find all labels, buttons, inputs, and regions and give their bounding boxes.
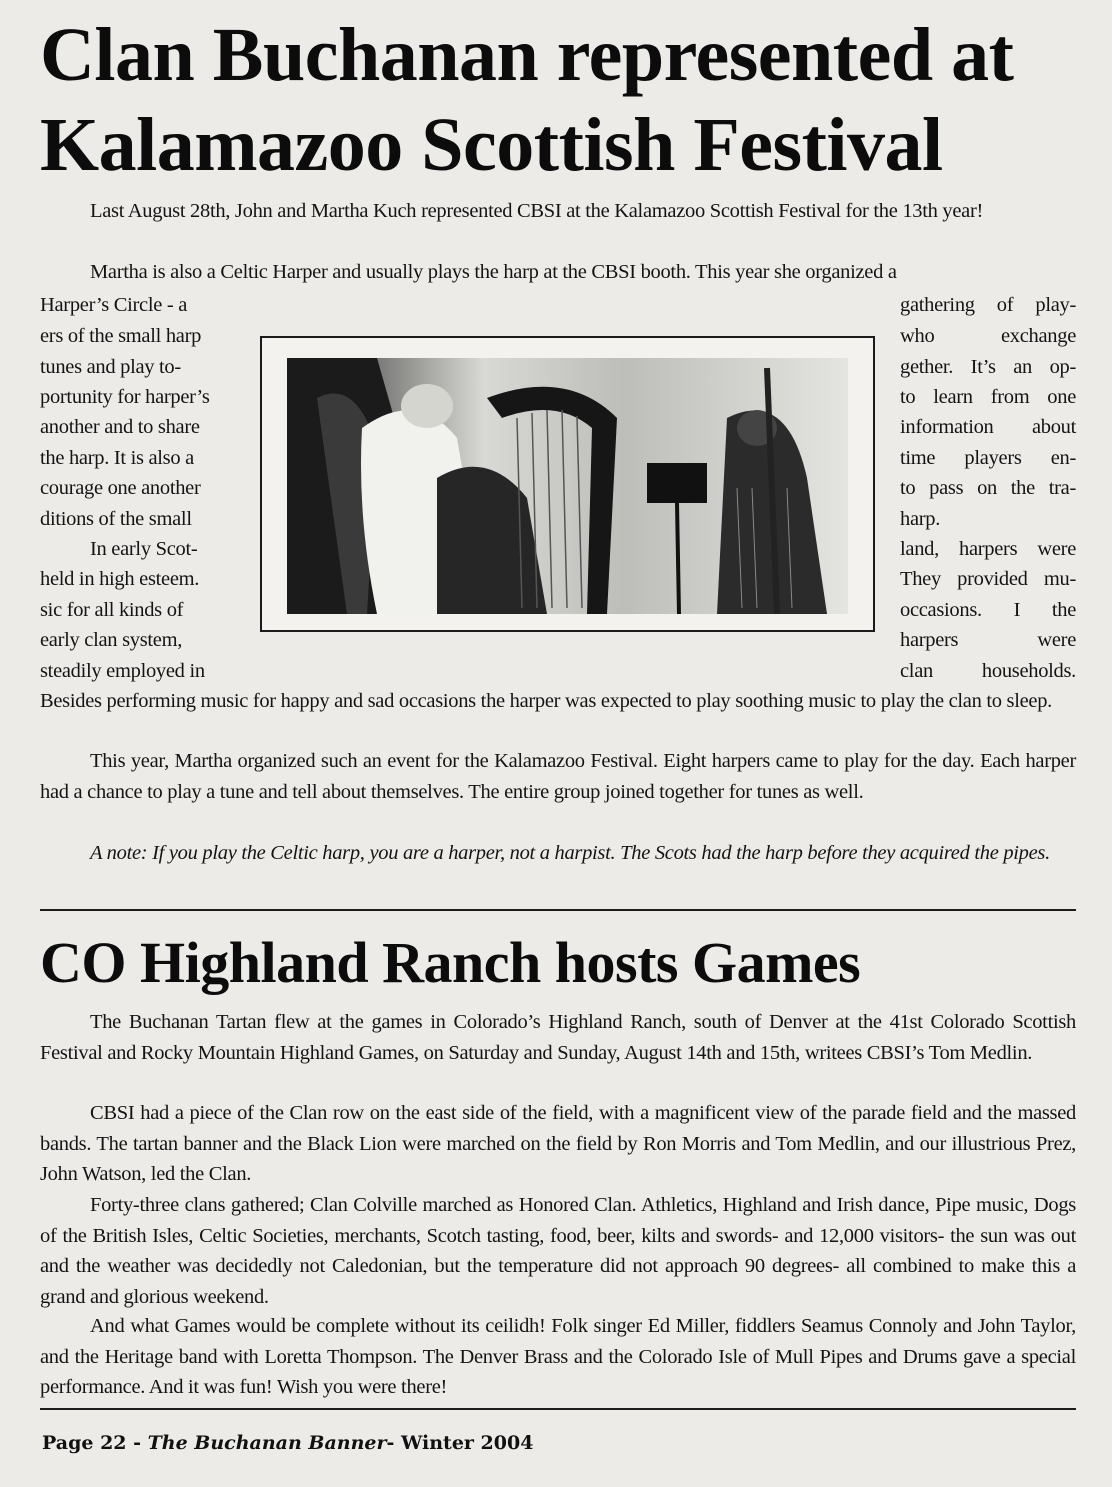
wrap-right-line: to pass on the tra- bbox=[900, 477, 1076, 499]
footer-divider bbox=[40, 1408, 1076, 1410]
article1-note: A note: If you play the Celtic harp, you are a harper, not a harpist. The Scots had the harp before they acquired the pipes. bbox=[90, 842, 1050, 864]
footer-page-number: Page 22 - bbox=[42, 1432, 148, 1454]
wrap-right-line: land, harpers were bbox=[900, 538, 1076, 560]
wrap-right-line: to learn from one bbox=[900, 386, 1076, 408]
article1-headline-line1: Clan Buchanan represented at bbox=[40, 13, 1014, 97]
wrap-left-line: ers of the small harp bbox=[40, 325, 202, 347]
footer-issue: - Winter 2004 bbox=[386, 1432, 534, 1454]
article2-paragraph-3: Forty-three clans gathered; Clan Colville marched as Honored Clan. Athletics, Highland and Irish dance, Pipe music, Dogs of the British Isles, Celtic Societies, merchants, Scotch tasting, food, beer, kilts and swords- and 12,000 visitors- the sun was out and the weather was decidedly not Caledonian, but the temperature did not approach 90 degrees- all combined to make this a grand and glorious weekend. bbox=[40, 1194, 1076, 1308]
wrap-right-line: occasions. I the bbox=[900, 599, 1076, 621]
wrap-right-line: gathering of play- bbox=[900, 294, 1076, 316]
article2-headline: CO Highland Ranch hosts Games bbox=[40, 930, 861, 995]
article2-paragraph-1: The Buchanan Tartan flew at the games in Colorado’s Highland Ranch, south of Denver at the 41st Colorado Scottish Festival and Rocky Mountain Highland Games, on Saturday and Sunday, August 14th and 15th, writees CBSI’s Tom Medlin. bbox=[40, 1011, 1076, 1064]
wrap-left-line: another and to share bbox=[40, 416, 200, 438]
wrap-right-line: time players en- bbox=[900, 447, 1076, 469]
wrap-left-line: In early Scot- bbox=[90, 538, 198, 560]
article1-paragraph-1: Last August 28th, John and Martha Kuch represented CBSI at the Kalamazoo Scottish Festival for the 13th year! bbox=[90, 200, 984, 222]
wrap-left-line: early clan system, bbox=[40, 629, 183, 651]
wrap-right-line: harpers were bbox=[900, 629, 1076, 651]
harpers-photo-frame bbox=[260, 336, 875, 632]
page-footer bbox=[42, 1432, 533, 1454]
footer-publication-title: The Buchanan Banner bbox=[147, 1432, 387, 1454]
harpers-photo bbox=[287, 358, 848, 614]
wrap-right-line: who exchange bbox=[900, 325, 1076, 347]
wrap-left-line: portunity for harper’s bbox=[40, 386, 210, 408]
wrap-right-line: information about bbox=[900, 416, 1076, 438]
article2-paragraph-4: And what Games would be complete without its ceilidh! Folk singer Ed Miller, fiddlers Seamus Connoly and John Taylor, and the Heritage band with Loretta Thompson. The Denver Brass and the Colorado Isle of Mull Pipes and Drums gave a special performance. And it was fun! Wish you were there! bbox=[40, 1315, 1076, 1398]
wrap-left-line: tunes and play to- bbox=[40, 356, 181, 378]
wrap-left-line: sic for all kinds of bbox=[40, 599, 184, 621]
article1-paragraph-2-intro: Martha is also a Celtic Harper and usually plays the harp at the CBSI booth. This year she organized a bbox=[90, 261, 897, 283]
wrap-right-line: clan households. bbox=[900, 660, 1076, 682]
article1-headline-line2: Kalamazoo Scottish Festival bbox=[40, 103, 943, 187]
wrap-left-line: the harp. It is also a bbox=[40, 447, 194, 469]
article2-paragraph-2: CBSI had a piece of the Clan row on the east side of the field, with a magnificent view of the parade field and the massed bands. The tartan banner and the Black Lion were marched on the field by Ron Morris and Tom Medlin, and our illustrious Prez, John Watson, led the Clan. bbox=[40, 1102, 1076, 1185]
wrap-left-line: Harper’s Circle - a bbox=[40, 294, 188, 316]
wrap-left-line: held in high esteem. bbox=[40, 568, 200, 590]
article1-paragraph-4: This year, Martha organized such an event for the Kalamazoo Festival. Eight harpers came to play for the day. Each harper had a chance to play a tune and tell about themselves. The entire group joined together for tunes as well. bbox=[40, 750, 1076, 803]
wrap-left-line: ditions of the small bbox=[40, 508, 192, 530]
section-divider bbox=[40, 909, 1076, 911]
article1-paragraph-3: Besides performing music for happy and sad occasions the harper was expected to play soothing music to play the clan to sleep. bbox=[40, 690, 1052, 712]
wrap-left-line: steadily employed in bbox=[40, 660, 205, 682]
wrap-right-line: gether. It’s an op- bbox=[900, 356, 1076, 378]
wrap-left-line: courage one another bbox=[40, 477, 201, 499]
wrap-right-line: They provided mu- bbox=[900, 568, 1076, 590]
wrap-right-line: harp. bbox=[900, 508, 941, 530]
